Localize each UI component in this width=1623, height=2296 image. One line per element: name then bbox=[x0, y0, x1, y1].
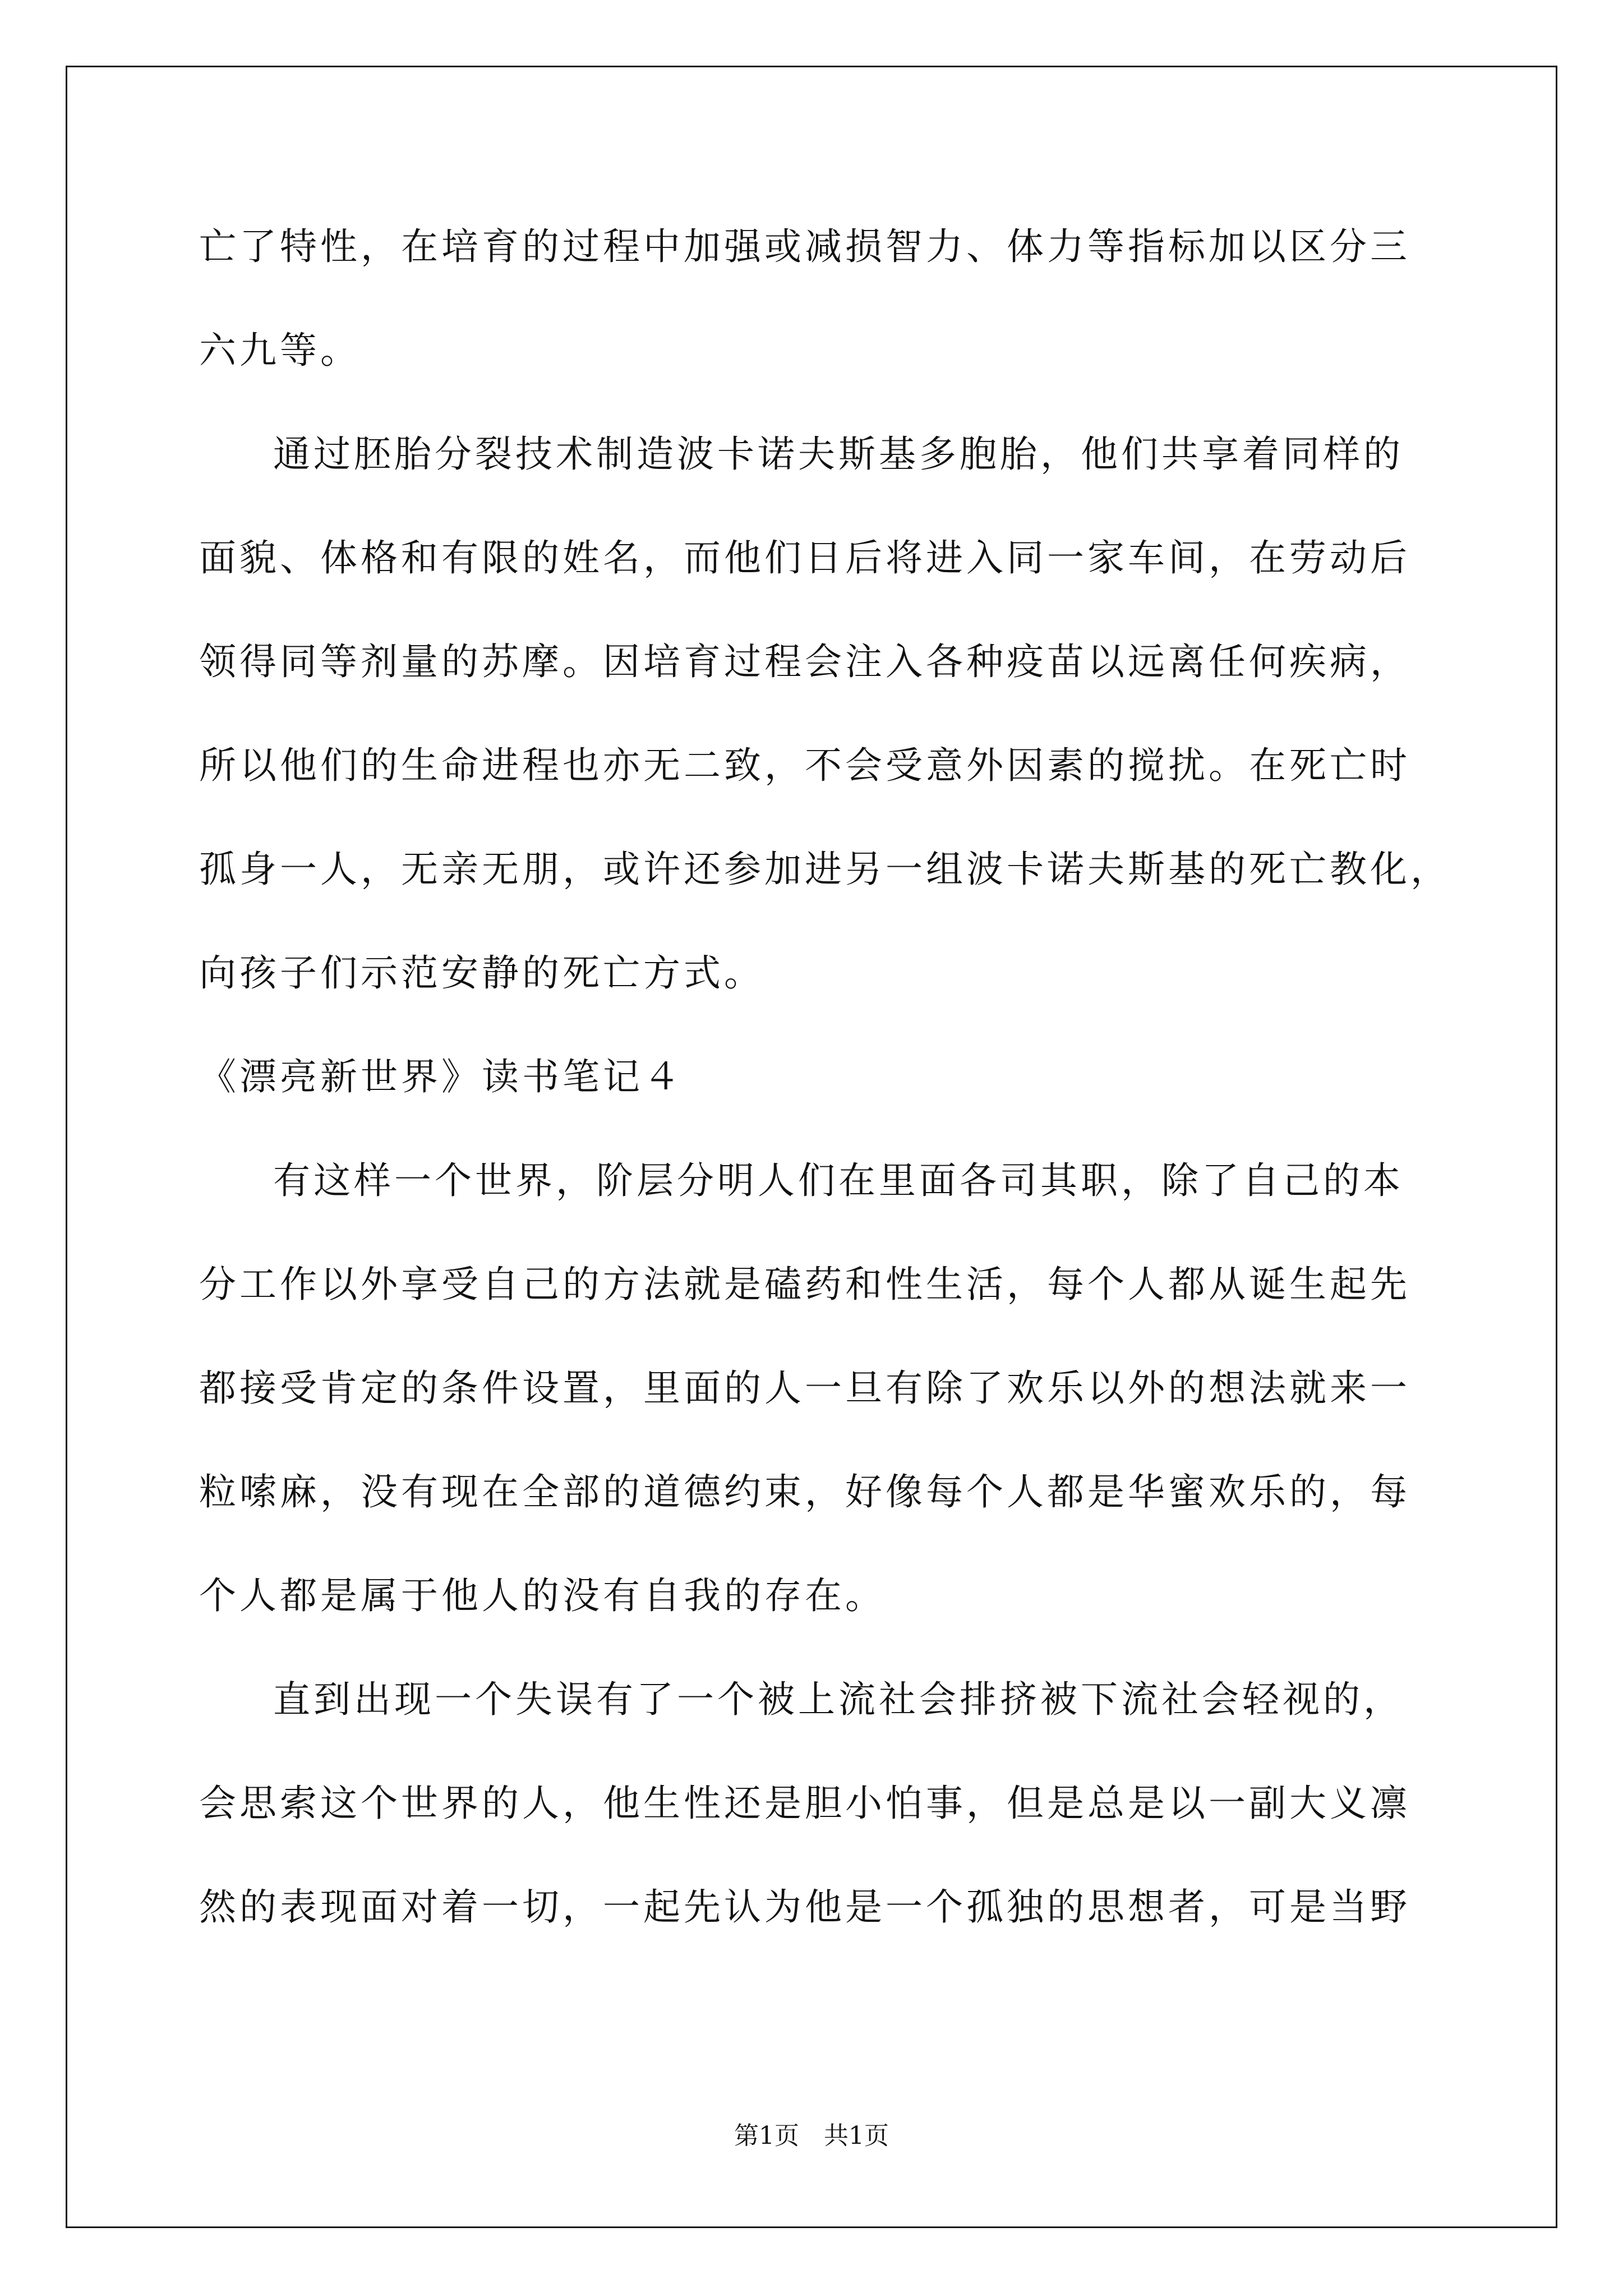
text-line: 都接受肯定的条件设置，里面的人一旦有除了欢乐以外的想法就来一 bbox=[199, 1366, 1410, 1410]
paragraph-start-line: 直到出现一个失误有了一个被上流社会排挤被下流社会轻视的， bbox=[273, 1678, 1404, 1721]
text-line: 领得同等剂量的苏摩。因培育过程会注入各种疫苗以远离任何疾病， bbox=[199, 640, 1410, 683]
page-number-total: 共1页 bbox=[824, 2122, 889, 2150]
page-number-current: 第1页 bbox=[734, 2122, 799, 2150]
text-line: 孤身一人，无亲无朋，或许还参加进另一组波卡诺夫斯基的死亡教化， bbox=[199, 848, 1451, 891]
text-line: 粒嗦麻，没有现在全部的道德约束，好像每个人都是华蜜欢乐的，每 bbox=[199, 1470, 1410, 1513]
text-line: 所以他们的生命进程也亦无二致，不会受意外因素的搅扰。在死亡时 bbox=[199, 744, 1410, 787]
text-line: 分工作以外享受自己的方法就是磕药和性生活，每个人都从诞生起先 bbox=[199, 1263, 1410, 1306]
paragraph-start-line: 通过胚胎分裂技术制造波卡诺夫斯基多胞胎，他们共享着同样的 bbox=[273, 432, 1404, 476]
page-footer bbox=[0, 2119, 1623, 2153]
text-line: 然的表现面对着一切，一起先认为他是一个孤独的思想者，可是当野 bbox=[199, 1885, 1410, 1929]
text-line: 六九等。 bbox=[199, 329, 361, 372]
text-line: 向孩子们示范安静的死亡方式。 bbox=[199, 951, 764, 995]
text-line: 个人都是属于他人的没有自我的存在。 bbox=[199, 1574, 886, 1617]
section-title: 《漂亮新世界》读书笔记４ bbox=[199, 1055, 684, 1098]
text-line: 面貌、体格和有限的姓名，而他们日后将进入同一家车间，在劳动后 bbox=[199, 536, 1410, 579]
paragraph-start-line: 有这样一个世界，阶层分明人们在里面各司其职，除了自己的本 bbox=[273, 1159, 1404, 1202]
text-line: 亡了特性，在培育的过程中加强或减损智力、体力等指标加以区分三 bbox=[199, 225, 1410, 268]
text-line: 会思索这个世界的人，他生性还是胆小怕事，但是总是以一副大义凛 bbox=[199, 1782, 1410, 1825]
